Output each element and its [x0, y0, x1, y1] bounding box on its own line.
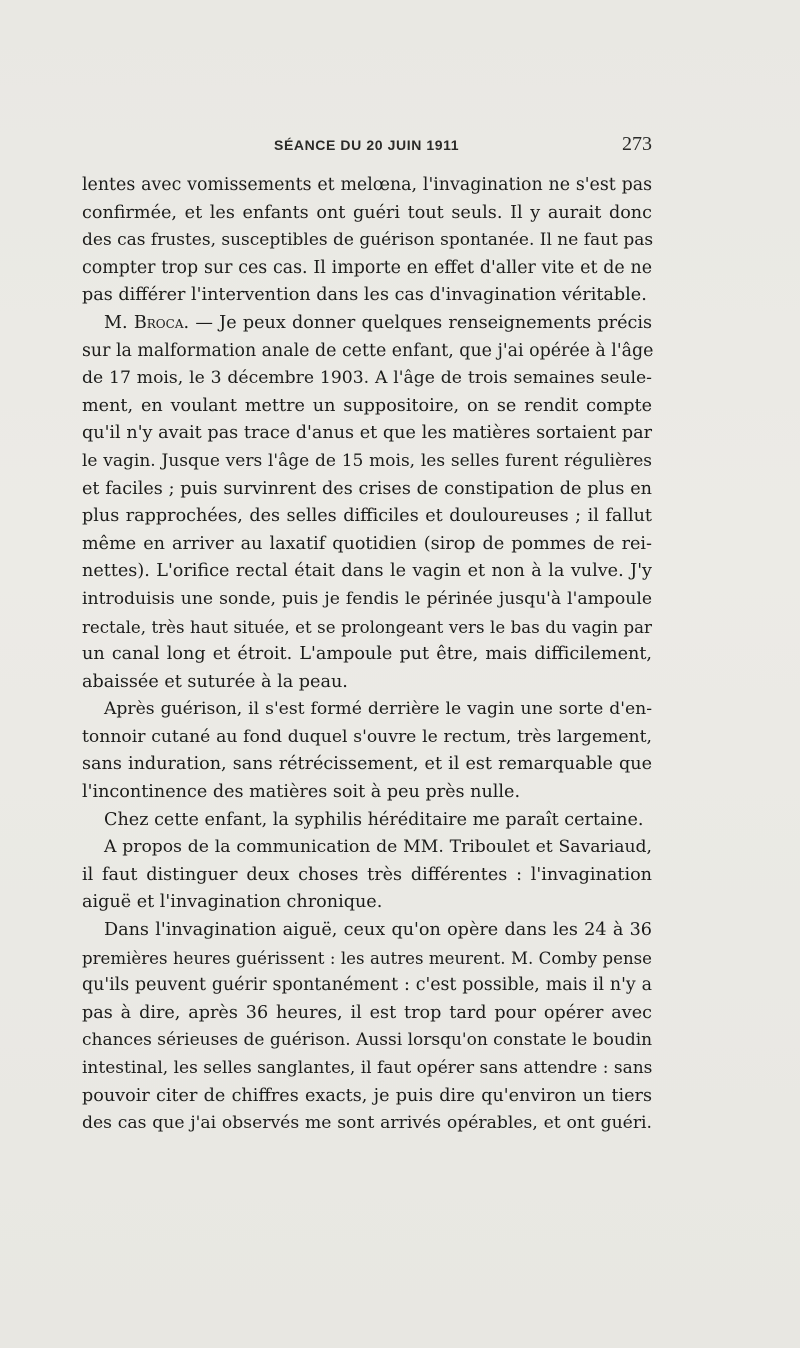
text-line: abaissée et suturée à la peau.: [82, 671, 348, 692]
text-line: le vagin. Jusque vers l'âge de 15 mois, les selles furent régulières: [82, 450, 652, 471]
text-line: aiguë et l'invagination chronique.: [82, 892, 383, 913]
text-line: l'incontinence des matières soit à peu près nulle.: [82, 782, 521, 803]
text-line: plus rapprochées, des selles difficiles et douloureuses ; il fallut: [82, 506, 652, 527]
text-line: intestinal, les selles sanglantes, il faut opérer sans attendre : sans: [82, 1058, 653, 1078]
text-line: tonnoir cutané au fond duquel s'ouvre le rectum, très largement,: [82, 726, 652, 747]
text-line: et faciles ; puis survinrent des crises de constipation de plus en: [82, 478, 652, 499]
text-line: premières heures guérissent : les autres meurent. M. Comby pense: [82, 948, 652, 968]
text-line: confirmée, et les enfants ont guéri tout seuls. Il y aurait donc: [82, 202, 652, 223]
paragraph-start: Après guérison, il s'est formé derrière le vagin une sorte d'en-: [104, 699, 652, 720]
text-line: pas différer l'intervention dans les cas d'invagination véritable.: [82, 285, 647, 306]
text-line: introduisis une sonde, puis je fendis le périnée jusqu'à l'ampoule: [82, 588, 652, 609]
paragraph-start: A propos de la communication de MM. Triboulet et Savariaud,: [104, 837, 652, 858]
text-line: pouvoir citer de chiffres exacts, je puis dire qu'environ un tiers: [82, 1085, 652, 1106]
text-line: il faut distinguer deux choses très différentes : l'invagination: [82, 864, 652, 885]
text-line: nettes). L'orifice rectal était dans le vagin et non à la vulve. J'y: [82, 561, 652, 582]
text-line: des cas frustes, susceptibles de guérison spontanée. Il ne faut pas: [82, 230, 654, 251]
text-line: sur la malformation anale de cette enfant, que j'ai opérée à l'âge: [82, 340, 654, 361]
text-line: un canal long et étroit. L'ampoule put être, mais difficilement,: [82, 644, 652, 665]
speaker-paragraph-start: M. Broca. — Je peux donner quelques renseignements précis: [104, 312, 653, 333]
text-line: des cas que j'ai observés me sont arrivés opérables, et ont guéri.: [82, 1113, 652, 1134]
text-line: qu'ils peuvent guérir spontanément : c'est possible, mais il n'y a: [82, 975, 652, 996]
text-line: de 17 mois, le 3 décembre 1903. A l'âge de trois semaines seule-: [82, 368, 652, 389]
text-line: même en arriver au laxatif quotidien (sirop de pommes de rei-: [82, 533, 652, 554]
text-line: pas à dire, après 36 heures, il est trop tard pour opérer avec: [82, 1002, 652, 1023]
paragraph-start: Dans l'invagination aiguë, ceux qu'on opère dans les 24 à 36: [104, 920, 652, 941]
text-line: lentes avec vomissements et melœna, l'invagination ne s'est pas: [82, 175, 652, 195]
speaker-name: Broca: [133, 312, 184, 333]
text-line: compter trop sur ces cas. Il importe en effet d'aller vite et de ne: [82, 257, 652, 278]
running-title: SÉANCE DU 20 JUIN 1911: [274, 137, 460, 153]
text-line: qu'il n'y avait pas trace d'anus et que les matières sortaient par: [82, 423, 652, 444]
text-line: rectale, très haut située, et se prolongeant vers le bas du vagin par: [82, 617, 652, 637]
text-line: chances sérieuses de guérison. Aussi lorsqu'on constate le boudin: [82, 1030, 653, 1051]
body-text: [82, 172, 652, 1138]
paragraph-start: Chez cette enfant, la syphilis héréditaire me paraît certaine.: [104, 809, 644, 830]
page-number: 273: [622, 133, 652, 155]
text-line: ment, en voulant mettre un suppositoire, on se rendit compte: [82, 395, 652, 416]
text-line: sans induration, sans rétrécissement, et il est remarquable que: [82, 754, 652, 775]
page-header: [82, 133, 652, 161]
